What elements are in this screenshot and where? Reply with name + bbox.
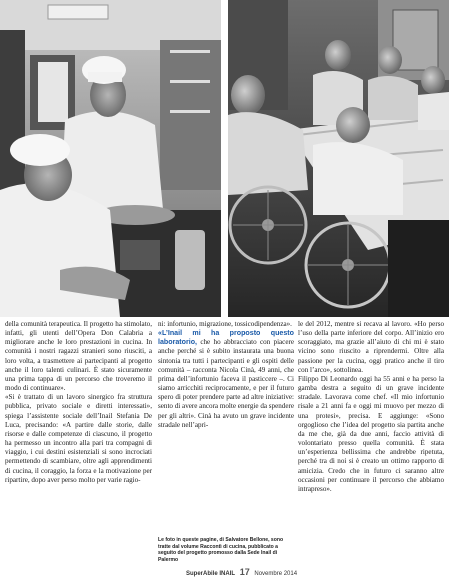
issue-date: Novembre 2014 bbox=[254, 571, 298, 577]
quote-lead: «L’Inail mi ha proposto questo laboratorio, bbox=[158, 329, 294, 347]
article-column-2 bbox=[158, 320, 294, 430]
table-photo bbox=[228, 0, 449, 317]
page-number: 17 bbox=[239, 567, 250, 577]
photo-caption bbox=[158, 537, 294, 563]
col1-para-1: della comunità terapeutica. Il progetto ha stimolato, infatti, gli utenti dell’Opera Don Calabria a migliorare anche le loro prestazioni in cucina. In comunità i nostri ragazzi stranieri sono riusciti, a loro volta, a trasmettere ai partecipanti al progetto anche il loro talenti culinari. È stato sicuramente una prima tappa di un percorso che troveremo il modo di continuare». bbox=[5, 320, 152, 393]
caption-text: Le foto in queste pagine, di Salvatore Bellone, sono tratte dal volume Raccontì di cucina, pubblicato a seguito del progetto promosso dalla Sede Inail di Palermo bbox=[158, 537, 284, 563]
kitchen-photo bbox=[0, 0, 221, 317]
col2-para-2 bbox=[158, 329, 294, 430]
col1-para-2: «Si è trattato di un lavoro sinergico fra struttura pubblica, privato sociale e diretti interessati», spiega l’assistente sociale dell’Inail Stefania De Luca, precisando: «A partire dalle storie, dalle risorse e dalle competenze di ciascuno, il progetto ha permesso un incontro alla pari tra compagni di viaggio, i cui destini esistenziali si sono incrociati permettendo di scambiare, oltre agli apprendimenti di cucina, il coraggio, la forza e la motivazione per ripartire, dopo aver perso molto per varie ragio- bbox=[5, 393, 152, 484]
col3-para-2: Filippo Di Leonardo oggi ha 55 anni e ha perso la gamba destra a seguito di un grave incidente stradale. Lavorava come chef. «Il mio infortunio risale a 21 anni fa e oggi mi muovo per mezzo di una protesi», precisa. E aggiunge: «Sono orgoglioso che l’idea del progetto sia partita anche da me che, già da due anni, faccio attività di volontariato presso quella comunità. È stata un’esperienza bellissima che andrebbe ripetuta, perché tra di noi si è creato un ottimo rapporto di amicizia. Credo che in futuro ci saranno altre occasioni per continuare il percorso che abbiamo intrapreso». bbox=[298, 374, 444, 493]
page-footer bbox=[186, 567, 297, 577]
article-column-3 bbox=[298, 320, 444, 494]
magazine-name: SuperAbile INAIL bbox=[186, 571, 236, 577]
col2-para-1: ni: infortunio, migrazione, tossicodipendenza». bbox=[158, 320, 292, 328]
col2-para-2-rest: che ho abbracciato con piacere anche perché si è subito instaurata una buona sintonia tra tutti i partecipanti e gli ospiti delle comunità – racconta Nicola Cinà, 49 anni, che prima dell’infortunio faceva il pasticcere –. Ci siamo arricchiti reciprocamente, e per il futuro spero di poter prendere parte ad altre iniziative: sento di avere ancora molte energie da spendere per gli altri». Cinà ha avuto un grave incidente stradale nell’apri- bbox=[158, 338, 294, 429]
col3-para-1: le del 2012, mentre si recava al lavoro. «Ho perso l’uso della parte inferiore del corpo. All’inizio ero scoraggiato, ma grazie all’aiuto di chi mi è stato vicino sono riuscito a riprendermi. Oltre alla passione per la cucina, oggi pratico anche il tiro con l’arco», sottolinea. bbox=[298, 320, 444, 374]
article-column-1 bbox=[5, 320, 152, 485]
